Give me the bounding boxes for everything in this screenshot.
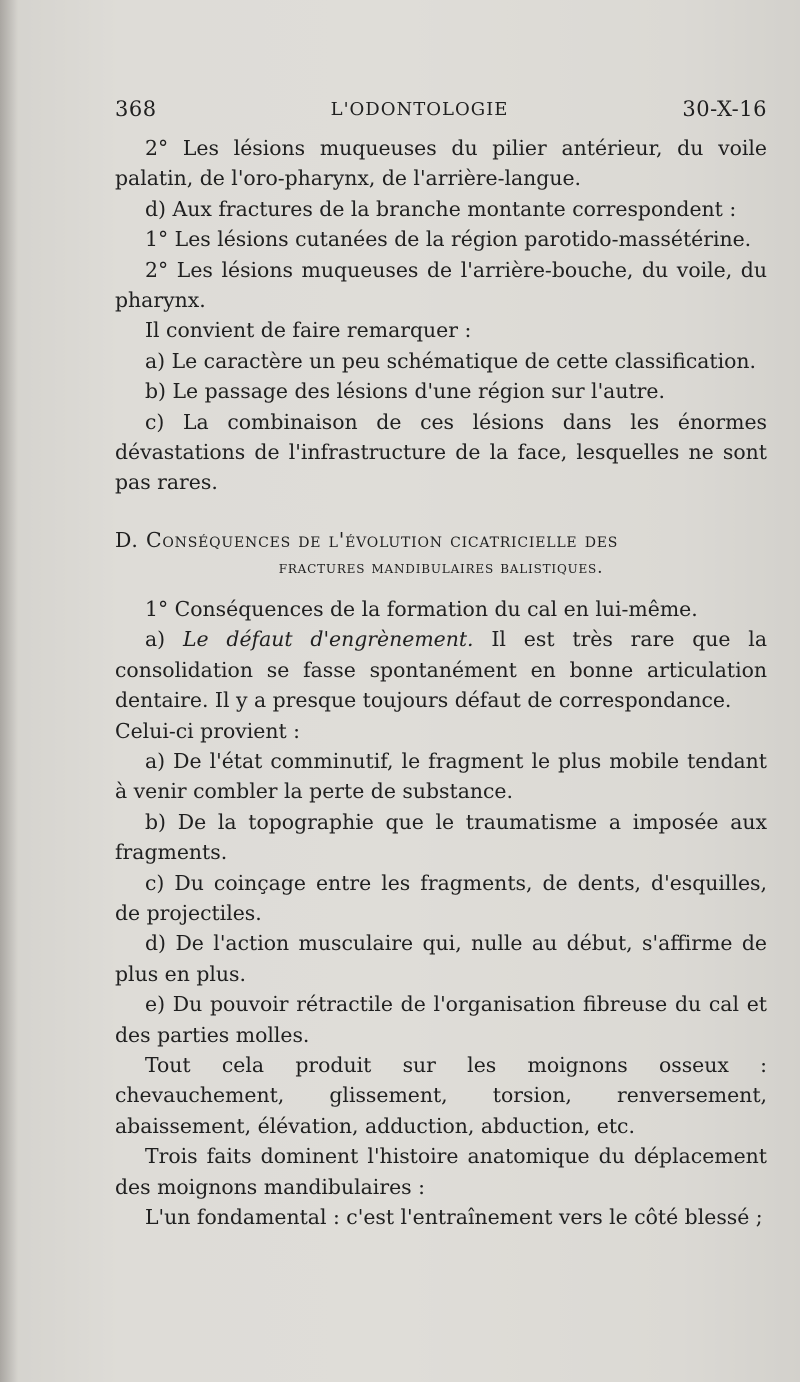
paragraph: a) Le caractère un peu schématique de cette classification. bbox=[145, 348, 757, 373]
paragraph-defaut-engrenement bbox=[115, 624, 767, 715]
paragraph: L'un fondamental : c'est l'entraînement vers le côté blessé ; bbox=[145, 1205, 763, 1229]
section-heading-line-1: D. Conséquences de l'évolution cicatricielle des bbox=[115, 527, 619, 552]
paragraph: c) Du coinçage entre les fragments, de dents, d'esquilles, de projectiles. bbox=[115, 870, 767, 925]
paragraph: Celui-ci provient : bbox=[115, 718, 301, 743]
paragraph: 2° Les lésions muqueuses du pilier antérieur, du voile palatin, de l'oro-pharynx, de l'arrière-langue. bbox=[115, 136, 767, 191]
paragraph: a) De l'état comminutif, le fragment le plus mobile tendant à venir combler la perte de substance. bbox=[115, 748, 767, 804]
paragraph: d) Aux fractures de la branche montante correspondent : bbox=[145, 196, 737, 221]
italic-term: Le défaut d'engrènement. bbox=[182, 627, 474, 652]
page-spine-shadow bbox=[0, 0, 18, 1382]
issue-date: 30-X-16 bbox=[682, 97, 767, 121]
running-header bbox=[115, 93, 767, 125]
paragraph: Tout cela produit sur les moignons osseux : chevauchement, glissement, torsion, renversement, abaissement, élévation, adduction, abduction, etc. bbox=[115, 1052, 767, 1138]
page-number: 368 bbox=[115, 97, 157, 121]
page-body bbox=[115, 133, 767, 1232]
list-marker: a) bbox=[145, 627, 183, 652]
paragraph: 2° Les lésions muqueuses de l'arrière-bouche, du voile, du pharynx. bbox=[115, 257, 767, 313]
paragraph: b) Le passage des lésions d'une région sur l'autre. bbox=[145, 379, 665, 404]
paragraph: c) La combinaison de ces lésions dans les énormes dévastations de l'infrastructure de la face, lesquelles ne sont pas rares. bbox=[115, 409, 767, 495]
paragraph: b) De la topographie que le traumatisme a imposée aux fragments. bbox=[115, 809, 767, 865]
paragraph: Il convient de faire remarquer : bbox=[145, 318, 472, 343]
section-heading-line-2: fractures mandibulaires balistiques. bbox=[278, 557, 604, 578]
paragraph: 1° Les lésions cutanées de la région parotido-massétérine. bbox=[145, 227, 752, 252]
paragraph: e) Du pouvoir rétractile de l'organisation fibreuse du cal et des parties molles. bbox=[115, 992, 767, 1047]
section-heading bbox=[115, 526, 767, 582]
paragraph: d) De l'action musculaire qui, nulle au début, s'affirme de plus en plus. bbox=[115, 931, 767, 986]
paragraph: 1° Conséquences de la formation du cal en lui-même. bbox=[145, 596, 698, 621]
paragraph: Trois faits dominent l'histoire anatomique du déplacement des moignons mandibulaires : bbox=[115, 1144, 767, 1199]
paragraph-text: Il est très rare que la consolidation se fasse spontanément en bonne articulation dentaire. Il y a presque toujours défaut de correspondance. bbox=[115, 627, 767, 713]
journal-title: L'ODONTOLOGIE bbox=[330, 98, 509, 120]
